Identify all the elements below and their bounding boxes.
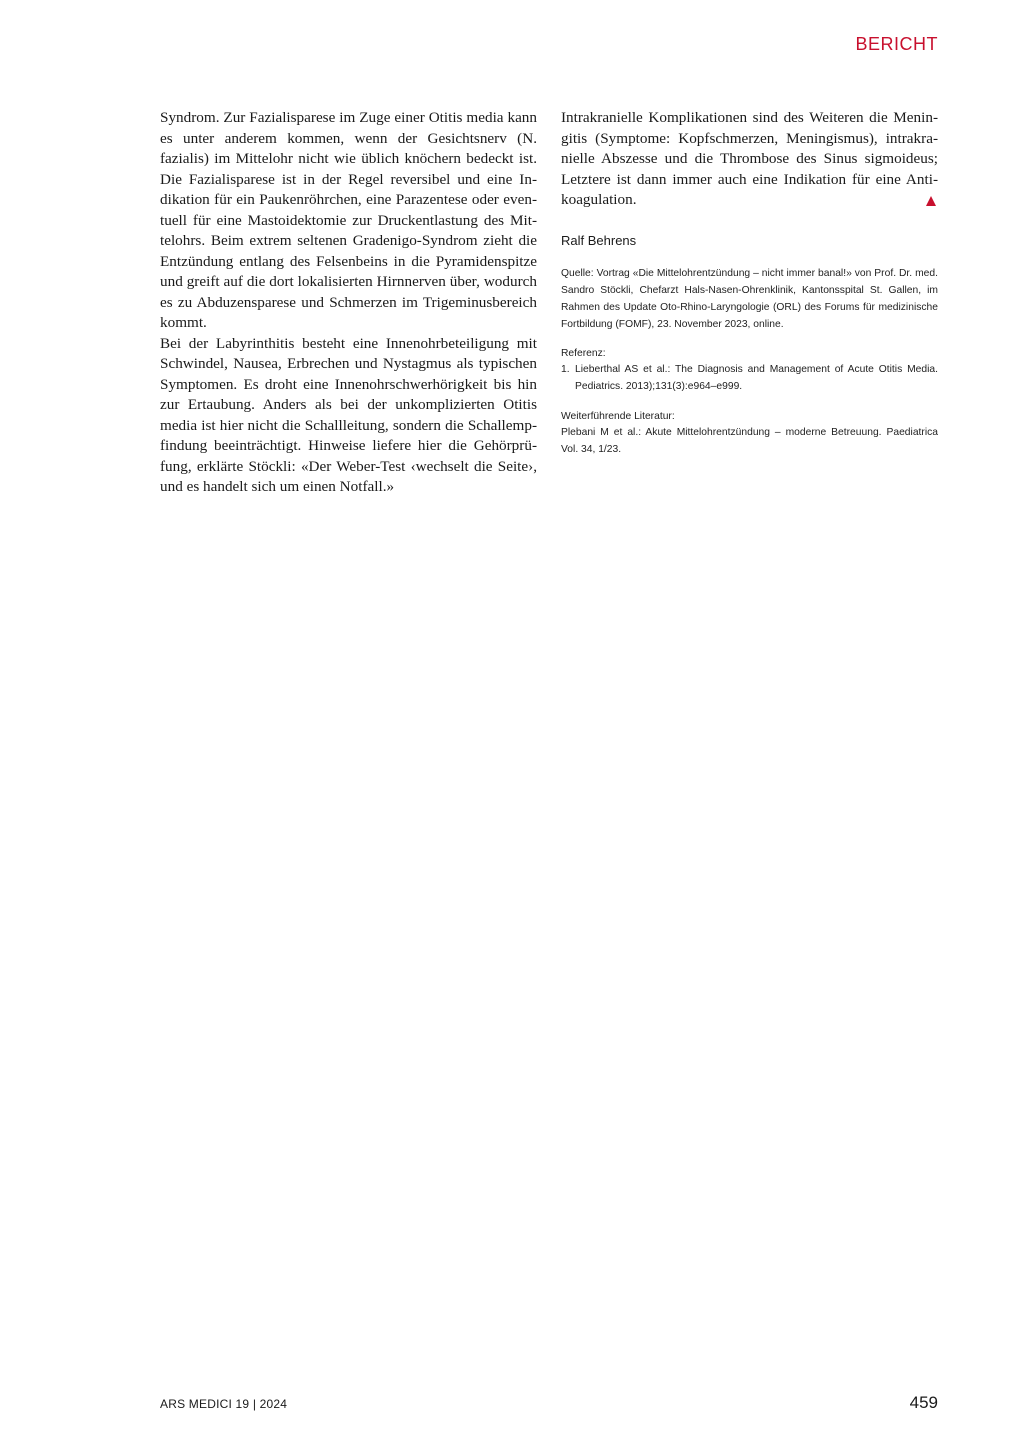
journal-issue: ARS MEDICI 19 | 2024 [160,1397,288,1411]
reference-text: Lieberthal AS et al.: The Diagnosis and Management of Acute Otitis Media. Pediatrics. 2013);131(3):e964–e999. [575,364,938,392]
right-column [561,108,938,211]
literature-entry: Plebani M et al.: Akute Mittelohrentzündung – moderne Betreuung. Paediatrica Vol. 34, 1/23. [561,427,938,455]
references-heading: Referenz: [561,348,606,359]
author-name: Ralf Behrens [561,233,637,248]
reference-item [561,361,938,395]
body-paragraph: Bei der Labyrinthitis besteht eine Innenohrbeteiligung mit Schwindel, Nausea, Erbrechen und Nystagmus als typischen Symptomen. Es droht eine Innenohrschwerhörigkeit bis hin zur Ertaubung. Anders als bei der unkomplizierten Otitis media ist hier nicht die Schallleitung, sondern die Schallempfindung beeinträchtigt. Hinweise liefere hier die Gehörprüfung, erklärte Stöckli: «Der Weber-Test ‹wechselt die Seite›, und es handelt sich um einen Notfall.» [160,334,537,495]
source-note: Quelle: Vortrag «Die Mittelohrentzündung – nicht immer banal!» von Prof. Dr. med. Sandro Stöckli, Chefarzt Hals-Nasen-Ohrenklinik, Kantonsspital St. Gallen, im Rahmen des Update Oto-Rhino-Laryngologie (ORL) des Forums für medizinische Fortbildung (FOMF), 23. November 2023, online. [561,268,938,330]
section-label: BERICHT [855,34,938,54]
literature-heading: Weiterführende Literatur: [561,411,675,422]
body-paragraph: Syndrom. Zur Fazialisparese im Zuge einer Otitis media kann es unter anderem kommen, wenn der Gesichtsnerv (N. fazialis) im Mittelohr nicht wie üblich knöchern bedeckt ist. Die Fazialisparese ist in der Regel reversibel und eine Indikation für ein Paukenröhrchen, eine Parazentese oder eventuell für eine Mastoidektomie zur Druckentlastung des Mittelohrs. Beim extrem seltenen Gradenigo-Syndrom zieht die Entzündung entlang des Felsenbeins in die Pyramidenspitze und greift auf die dort lokalisierten Hirnnerven über, wodurch es zu Abduzensparese und Schmerzen im Trigeminusbereich kommt. [160,109,537,331]
references-list [561,361,938,395]
end-of-article-icon [926,196,936,206]
body-paragraph: Intrakranielle Komplikationen sind des Weiteren die Meningitis (Symptome: Kopfschmerzen, Meningismus), intrakranielle Abszesse und die Thrombose des Sinus sigmoideus; Letztere ist dann immer auch eine Indikation für eine Antikoagulation. [561,109,938,208]
left-column [160,108,537,498]
reference-number: 1. [561,364,570,375]
page-number: 459 [909,1393,938,1412]
